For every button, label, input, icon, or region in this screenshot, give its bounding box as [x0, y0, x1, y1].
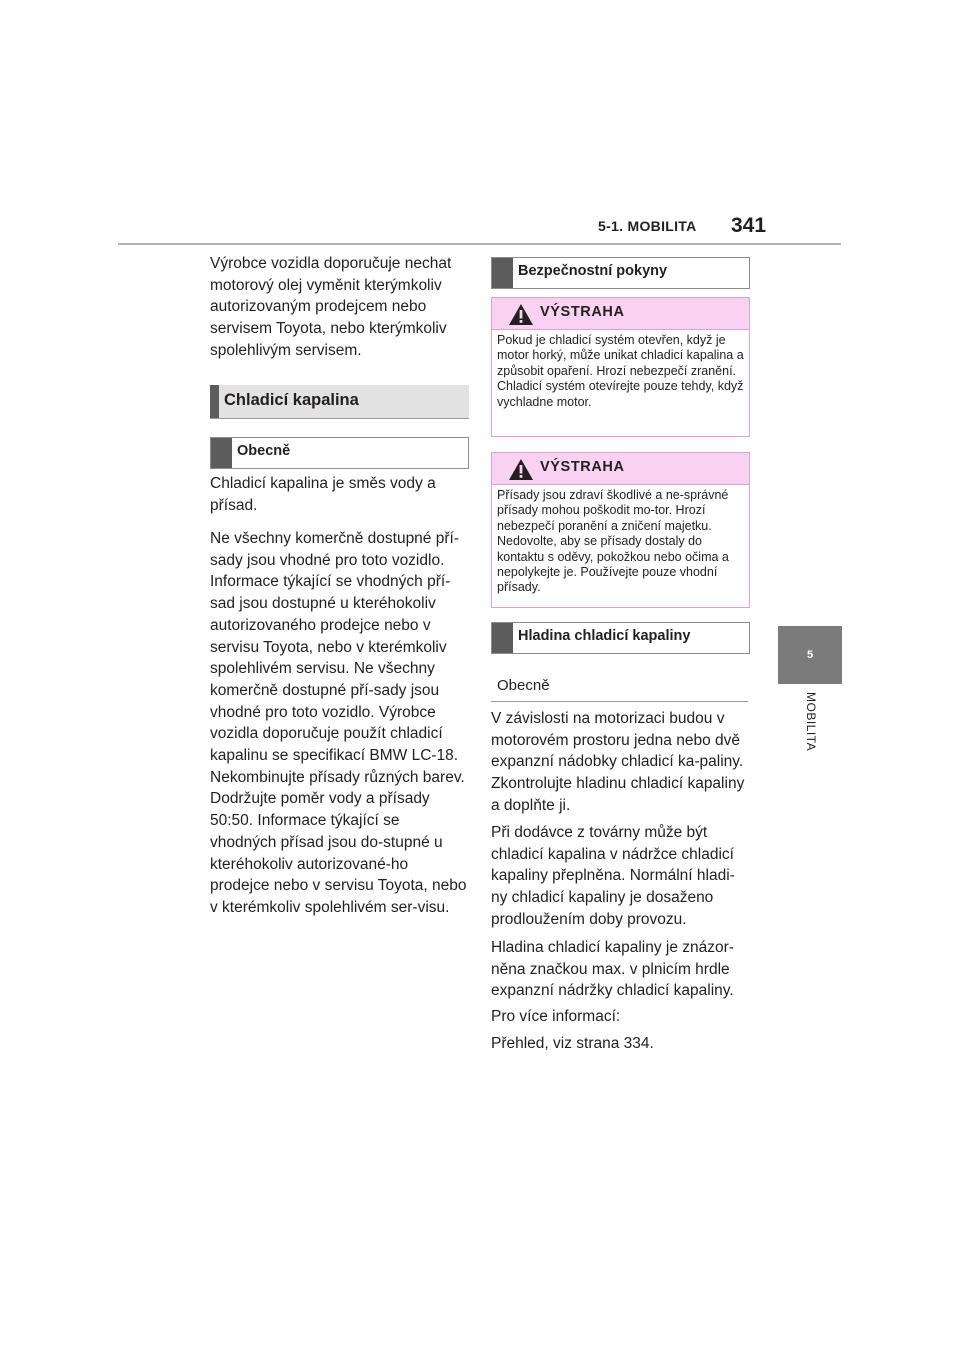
warning-triangle-icon: [509, 304, 533, 325]
heading-bar: [492, 623, 513, 653]
subheading-safety: [491, 257, 750, 289]
section-heading-coolant: [210, 385, 469, 419]
subheading-text: Obecně: [497, 677, 550, 694]
warning-title: VÝSTRAHA: [540, 304, 625, 320]
paragraph-max-mark: Hladina chladicí kapaliny je znázor-něna značkou max. v plnicím hrdle expanzní nádržky chladicí kapaliny.: [491, 939, 734, 1000]
warning-header: [492, 453, 749, 485]
heading-bar: [492, 258, 513, 288]
subheading-text: Hladina chladicí kapaliny: [518, 628, 691, 644]
subheading-general-plain: [491, 665, 748, 702]
intro-paragraph: Výrobce vozidla doporučuje nechat motorový olej vyměnit kterýmkoliv autorizovaným prodejcem nebo servisem Toyota, nebo kterýmkoliv spolehlivým servisem.: [210, 255, 452, 359]
paragraph-coolant-mix: Chladicí kapalina je směs vody a přísad.: [210, 475, 436, 514]
subheading-text: Obecně: [237, 443, 291, 459]
page-number: 341: [731, 214, 767, 237]
warning-box-additives: [491, 452, 750, 608]
paragraph-additives: Ne všechny komerčně dostupné pří-sady jsou vhodné pro toto vozidlo. Informace týkající se vhodných pří-sad jsou dostupné u kteréhokoliv autorizovaného prodejce nebo v servisu Toyota, nebo v kterémkoliv spolehlivém servisu. Ne všechny komerčně dostupné pří-sady jsou vhodné pro toto vozidlo. Výrobce vozidla doporučuje použít chladicí kapalinu se specifikací BMW LC-18. Nekombinujte přísady různých barev. Dodržujte poměr vody a přísady 50:50. Informace týkající se vhodných přísad jsou do-stupné u kteréhokoliv autorizované-ho prodejce nebo v servisu Toyota, nebo v kterémkoliv spolehlivém ser-visu.: [210, 530, 467, 916]
chapter-tab-label: MOBILITA: [804, 692, 818, 752]
cross-reference-link[interactable]: Přehled, viz strana 334.: [491, 1035, 654, 1052]
heading-bar: [210, 385, 219, 418]
chapter-tab-number: 5: [806, 649, 814, 661]
warning-title: VÝSTRAHA: [540, 459, 625, 475]
warning-text: Přísady jsou zdraví škodlivé a ne-správné přísady mohou poškodit mo-tor. Hrozí nebezpečí poranění a zničení majetku. Nedovolte, aby se přísady dostaly do kontaktu s oděvy, pokožkou nebo očima a nepolykejte je. Používejte pouze vhodní přísady.: [497, 488, 729, 595]
subheading-text: Bezpečnostní pokyny: [518, 263, 668, 279]
section-heading-text: Chladicí kapalina: [224, 391, 359, 409]
header-rule: [118, 243, 841, 245]
subheading-general: [210, 437, 469, 469]
paragraph-expansion-tanks: V závislosti na motorizaci budou v motorovém prostoru jedna nebo dvě expanzní nádobky chladicí ka-paliny. Zkontrolujte hladinu chladicí kapaliny a doplňte ji.: [491, 710, 745, 814]
heading-bar: [211, 438, 232, 468]
running-header-section: 5-1. MOBILITA: [598, 218, 697, 234]
paragraph-more-info: Pro více informací:: [491, 1008, 621, 1025]
warning-text: Pokud je chladicí systém otevřen, když je motor horký, může unikat chladicí kapalina a způsobit opaření. Hrozí nebezpečí zranění. Chladicí systém otevírejte pouze tehdy, když vychladne motor.: [497, 333, 744, 409]
warning-box-hot-engine: [491, 297, 750, 437]
warning-header: [492, 298, 749, 330]
paragraph-factory-fill: Při dodávce z továrny může být chladicí kapalina v nádržce chladicí kapaliny přeplněna. Normální hladi-ny chladicí kapaliny je dosaženo prodloužením doby provozu.: [491, 824, 735, 928]
subheading-coolant-level: [491, 622, 750, 654]
warning-triangle-icon: [509, 459, 533, 480]
